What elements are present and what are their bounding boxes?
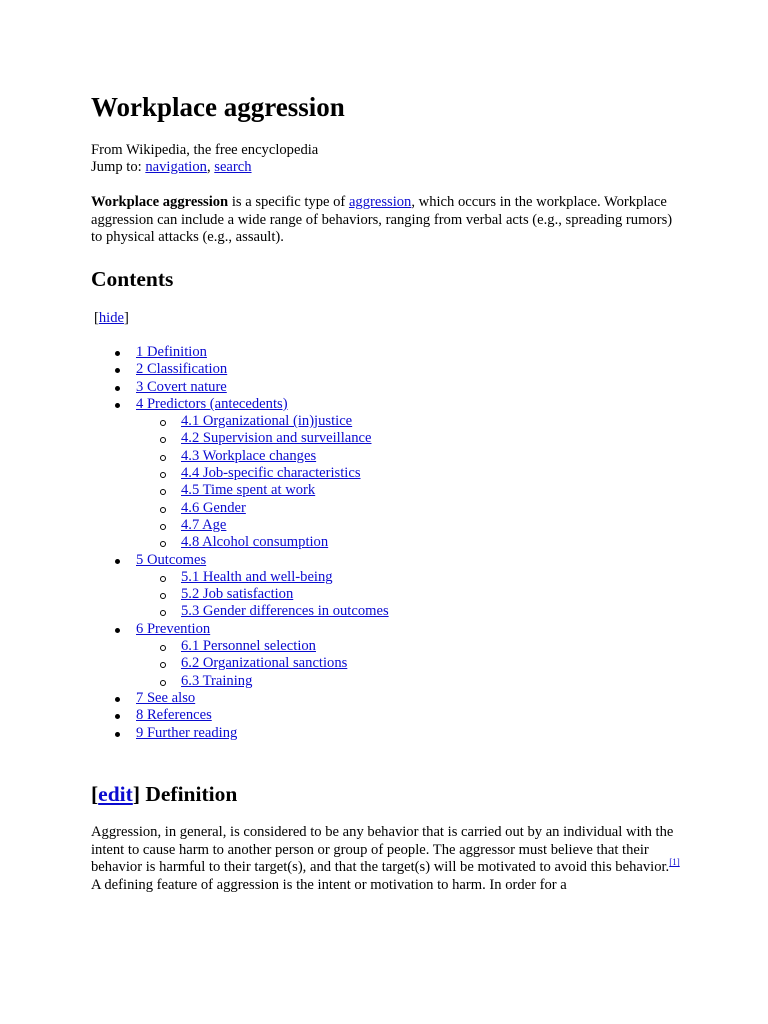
toc-link[interactable]: 4.5 Time spent at work: [181, 482, 316, 499]
toc-item: [91, 690, 389, 707]
toc-item: [91, 552, 389, 569]
reference-link-1[interactable]: [1]: [669, 857, 680, 867]
toc-item: [91, 638, 389, 655]
toc-item: [91, 430, 389, 447]
toc-item: [91, 725, 389, 742]
edit-section-control: [91, 782, 140, 806]
jump-to-bar: [91, 159, 252, 177]
toc-item: [91, 482, 389, 499]
toc-item: [91, 673, 389, 690]
toc-link[interactable]: 4.7 Age: [181, 516, 227, 533]
toc-link[interactable]: 6.1 Personnel selection: [181, 638, 316, 655]
toc-link[interactable]: 4.2 Supervision and surveillance: [181, 430, 372, 447]
toc-link[interactable]: 4.8 Alcohol consumption: [181, 534, 329, 551]
toc-list: [91, 344, 389, 742]
toc-link[interactable]: 4.6 Gender: [181, 499, 246, 516]
toc-item: [91, 361, 389, 378]
toc-link[interactable]: 5.2 Job satisfaction: [181, 586, 294, 603]
toc-link[interactable]: 4.4 Job-specific characteristics: [181, 465, 361, 482]
toc-toggle-open-bracket: [: [94, 310, 99, 326]
toc-link[interactable]: 4.1 Organizational (in)justice: [181, 413, 353, 430]
intro-text-before: is a specific type of: [228, 194, 349, 210]
toc-link[interactable]: 4 Predictors (antecedents): [136, 395, 288, 412]
intro-paragraph: [91, 194, 681, 247]
section-title-definition: Definition: [139, 782, 238, 806]
toc-item: [91, 465, 389, 482]
aggression-link[interactable]: aggression: [348, 194, 412, 210]
toc-link[interactable]: 9 Further reading: [136, 724, 238, 741]
toc-item: [91, 534, 389, 551]
jump-separator: ,: [206, 159, 211, 175]
toc-link[interactable]: 5.3 Gender differences in outcomes: [181, 603, 389, 620]
intro-bold-term: Workplace aggression: [91, 194, 229, 210]
definition-text-2: A defining feature of aggression is the intent or motivation to harm. In order for a: [91, 876, 567, 893]
edit-section-link[interactable]: edit: [98, 782, 133, 806]
toc-item: [91, 517, 389, 534]
site-subtitle: From Wikipedia, the free encyclopedia: [91, 142, 319, 158]
page-title: Workplace aggression: [91, 92, 345, 122]
toc-link[interactable]: 7 See also: [136, 689, 196, 706]
toc-link[interactable]: 4.3 Workplace changes: [181, 447, 317, 464]
toc-link[interactable]: 3 Covert nature: [136, 378, 227, 395]
toc-item: [91, 413, 389, 430]
toc-item: [91, 603, 389, 620]
toc-item: [91, 621, 389, 638]
toc-item: [91, 707, 389, 724]
toc-link[interactable]: 6 Prevention: [136, 620, 211, 637]
toc-link[interactable]: 6.2 Organizational sanctions: [181, 655, 348, 672]
toc-link[interactable]: 6.3 Training: [181, 672, 253, 689]
toc-item: [91, 344, 389, 361]
toc-item: [91, 655, 389, 672]
toc-hide-link[interactable]: hide: [98, 310, 125, 326]
toc-item: [91, 500, 389, 517]
search-link[interactable]: search: [214, 159, 252, 175]
definition-paragraph: [91, 824, 681, 894]
toc-item: [91, 569, 389, 586]
toc-heading: Contents: [91, 267, 174, 291]
edit-open-bracket: [: [91, 782, 99, 806]
intro-text-after: , which occurs in the workplace. Workplace aggression can include a wide range of behaviors, ranging from verbal acts (e.g., spreading rumors) to physical attacks (e.g., assault).: [91, 194, 673, 245]
navigation-link[interactable]: navigation: [145, 159, 207, 175]
toc-link[interactable]: 2 Classification: [136, 361, 228, 378]
toc-item: [91, 379, 389, 396]
toc-item: [91, 586, 389, 603]
toc-link[interactable]: 5.1 Health and well-being: [181, 568, 333, 585]
toc-toggle-close-bracket: ]: [124, 310, 129, 326]
section-heading-definition: [91, 781, 237, 807]
toc-item: [91, 448, 389, 465]
toc-toggle: [94, 310, 129, 328]
toc-link[interactable]: 1 Definition: [136, 344, 207, 360]
toc-link[interactable]: 8 References: [136, 707, 212, 724]
toc-link[interactable]: 5 Outcomes: [136, 551, 207, 568]
edit-close-bracket: ]: [132, 782, 140, 806]
definition-text-1: Aggression, in general, is considered to be any behavior that is carried out by an individual with the intent to cause harm to another person or group of people. The aggressor must believe that their behavior is harmful to their target(s), and that the target(s) will be motivated to avoid this behavior.: [91, 824, 674, 875]
toc-item: [91, 396, 389, 413]
jump-label: Jump to:: [91, 159, 142, 175]
